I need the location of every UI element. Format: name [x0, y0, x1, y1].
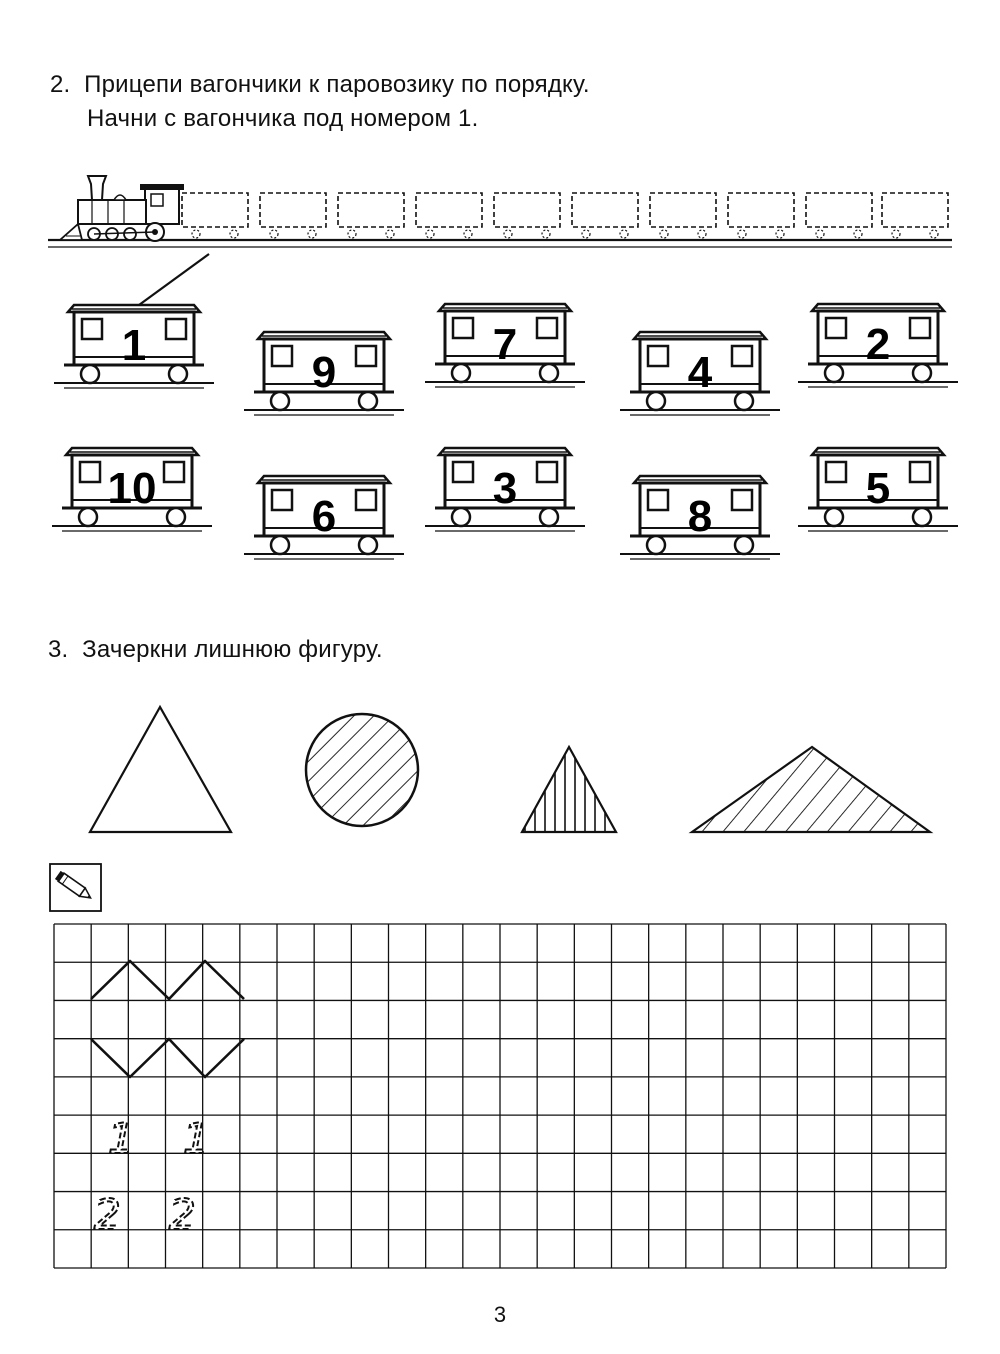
hatched-narrow-triangle-shape[interactable]: [522, 747, 616, 832]
wagon-card[interactable]: [425, 448, 585, 531]
wagon-card[interactable]: [54, 305, 214, 388]
wagon-number: 9: [311, 348, 337, 397]
page-number: 3: [493, 1302, 507, 1327]
hatched-wide-triangle-shape[interactable]: [692, 747, 930, 832]
zigzag-pattern: [91, 961, 244, 1077]
hatched-circle-shape[interactable]: [306, 714, 418, 826]
wagon-number: 4: [687, 348, 713, 397]
copy-digits: [94, 1114, 210, 1239]
wagon-number: 1: [121, 321, 147, 370]
wagon-number: 10: [107, 464, 157, 513]
wagon-card[interactable]: [425, 304, 585, 387]
wagon-number: 2: [865, 320, 891, 369]
wagon-card[interactable]: [798, 448, 958, 531]
task-2-line-2: Начни с вагончика под номером 1.: [87, 105, 479, 132]
example-connector-line: [139, 254, 209, 305]
copy-digit: 1: [183, 1114, 210, 1163]
wagon-card[interactable]: [620, 332, 780, 415]
wagon-card[interactable]: [798, 304, 958, 387]
wagon-number: 8: [687, 492, 713, 541]
task-2-title: Прицепи вагончики к паровозику по порядку.: [84, 71, 590, 98]
wagon-number: 3: [492, 464, 518, 513]
wagon-card[interactable]: [620, 476, 780, 559]
copy-digit: 2: [169, 1190, 196, 1239]
dashed-cars-outline: [182, 193, 948, 238]
wagon-number: 5: [865, 464, 891, 513]
wagon-card[interactable]: [244, 332, 404, 415]
task-3-number: 3.: [48, 636, 69, 663]
wagon-number: 6: [311, 492, 337, 541]
wagon-number: 7: [492, 320, 518, 369]
copy-digit: 2: [94, 1190, 121, 1239]
copy-digit: 1: [108, 1114, 135, 1163]
triangle-outline-shape[interactable]: [90, 707, 231, 832]
task-2-number: 2.: [50, 71, 71, 98]
wagon-card[interactable]: [244, 476, 404, 559]
pencil-icon: [50, 864, 101, 911]
task-3-title: Зачеркни лишнюю фигуру.: [82, 636, 383, 663]
wagon-card[interactable]: [52, 448, 212, 531]
